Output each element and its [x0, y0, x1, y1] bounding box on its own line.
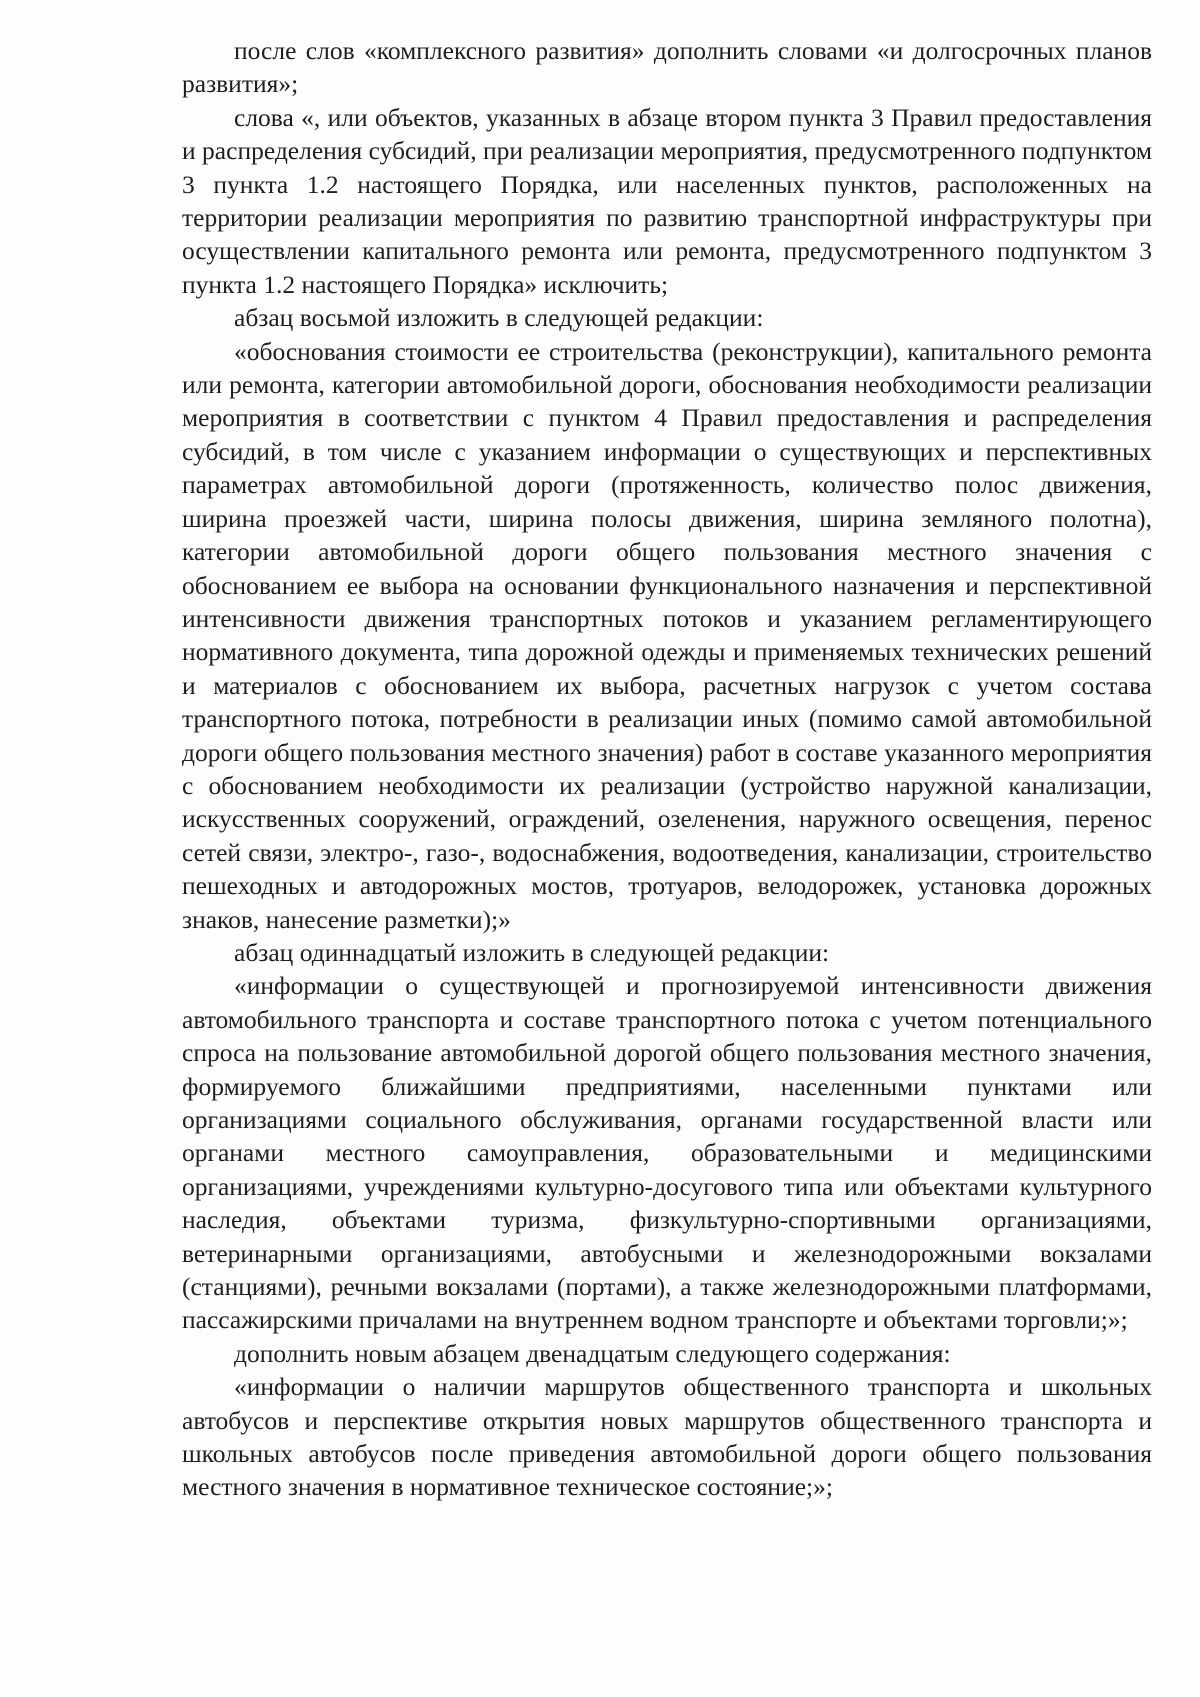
paragraph-1: после слов «комплексного развития» дополнить словами «и долгосрочных планов развития»; [182, 36, 1152, 99]
paragraph-8: «информации о наличии маршрутов общественного транспорта и школьных автобусов и перспективе открытия новых маршрутов общественного транспорта и школьных автобусов после приведения автомобильной дороги общего пользования местного значения в нормативное техническое состояние;»; [182, 1372, 1152, 1502]
paragraph-7: дополнить новым абзацем двенадцатым следующего содержания: [234, 1338, 951, 1368]
document-body [182, 34, 1152, 1504]
paragraph-6: «информации о существующей и прогнозируемой интенсивности движения автомобильного транспорта и составе транспортного потока с учетом потенциального спроса на пользование автомобильной дорогой общего пользования местного значения, формируемого ближайшими предприятиями, населенными пунктами или организациями социального обслуживания, органами государственной власти или органами местного самоуправления, образовательными и медицинскими организациями, учреждениями культурно-досугового типа или объектами культурного наследия, объектами туризма, физкультурно-спортивными организациями, ветеринарными организациями, автобусными и железнодорожными вокзалами (станциями), речными вокзалами (портами), а также железнодорожными платформами, пассажирскими причалами на внутреннем водном транспорте и объектами торговли;»; [182, 971, 1152, 1335]
paragraph-3: абзац восьмой изложить в следующей редакции: [234, 303, 764, 333]
paragraph-2: слова «, или объектов, указанных в абзаце втором пункта 3 Правил предоставления и распределения субсидий, при реализации мероприятия, предусмотренного подпунктом 3 пункта 1.2 настоящего Порядка, или населенных пунктов, расположенных на территории реализации мероприятия по развитию транспортной инфраструктуры при осуществлении капитального ремонта или ремонта, предусмотренного подпунктом 3 пункта 1.2 настоящего Порядка» исключить; [182, 102, 1152, 299]
paragraph-4: «обоснования стоимости ее строительства (реконструкции), капитального ремонта или ремонта, категории автомобильной дороги, обоснования необходимости реализации мероприятия в соответствии с пунктом 4 Правил предоставления и распределения субсидий, в том числе с указанием информации о существующих и перспективных параметрах автомобильной дороги (протяженность, количество полос движения, ширина проезжей части, ширина полосы движения, ширина земляного полотна), категории автомобильной дороги общего пользования местного значения с обоснованием ее выбора на основании функционального назначения и перспективной интенсивности движения транспортных потоков и указанием регламентирующего нормативного документа, типа дорожной одежды и применяемых технических решений и материалов с обоснованием их выбора, расчетных нагрузок с учетом состава транспортного потока, потребности в реализации иных (помимо самой автомобильной дороги общего пользования местного значения) работ в составе указанного мероприятия с обоснованием необходимости их реализации (устройство наружной канализации, искусственных сооружений, ограждений, озеленения, наружного освещения, перенос сетей связи, электро-, газо-, водоснабжения, водоотведения, канализации, строительство пешеходных и автодорожных мостов, тротуаров, велодорожек, установка дорожных знаков, нанесение разметки);» [182, 336, 1152, 934]
paragraph-5: абзац одиннадцатый изложить в следующей редакции: [234, 937, 830, 967]
